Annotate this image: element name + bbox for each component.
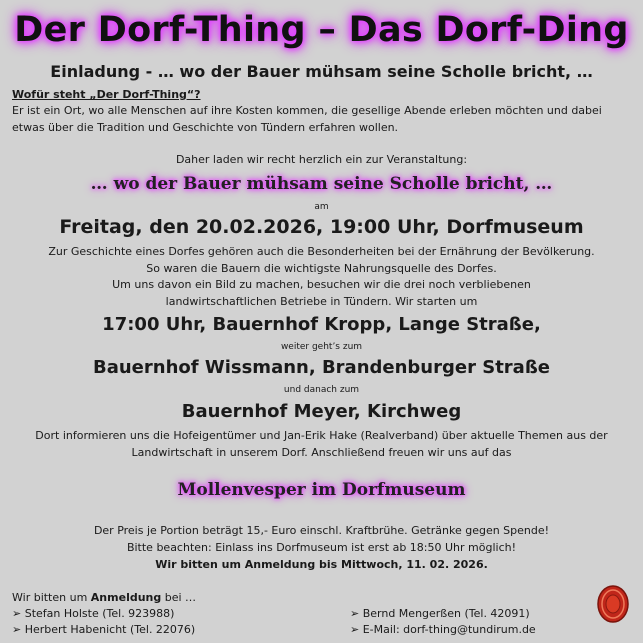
page-title: Der Dorf-Thing – Das Dorf-Ding <box>14 10 629 50</box>
registration-post: bei … <box>161 591 197 604</box>
start-time-location: 17:00 Uhr, Bauernhof Kropp, Lange Straße, <box>102 314 541 335</box>
red-seal-emblem-icon <box>596 584 630 624</box>
registration-prompt <box>12 591 196 604</box>
history-line: landwirtschaftlichen Betriebe in Tündern. Wir starten um <box>165 294 478 308</box>
price-line: Der Preis je Portion beträgt 15,- Euro einschl. Kraftbrühe. Getränke gegen Spende! <box>93 524 550 537</box>
info-paragraph <box>0 428 643 461</box>
contact-holste: ➢ Stefan Holste (Tel. 923988) <box>12 607 175 620</box>
event-motto: … wo der Bauer mühsam seine Scholle bricht, … <box>90 174 553 194</box>
connector-text: und danach zum <box>283 385 360 395</box>
contact-mengerssen: ➢ Bernd Mengerßen (Tel. 42091) <box>350 607 530 620</box>
history-line: Zur Geschichte eines Dorfes gehören auch die Besonderheiten bei der Ernährung der Bevölkerung. <box>48 245 595 258</box>
contact-email[interactable]: ➢ E-Mail: dorf-thing@tundirum.de <box>350 623 536 636</box>
subtitle: Einladung - … wo der Bauer mühsam seine Scholle bricht, … <box>50 62 593 81</box>
event-date: Freitag, den 20.02.2026, 19:00 Uhr, Dorfmuseum <box>59 216 584 238</box>
registration-bold: Anmeldung <box>90 591 162 604</box>
history-line: Um uns davon ein Bild zu machen, besuchen wir die drei noch verbliebenen <box>112 278 531 291</box>
info-line: Landwirtschaft in unserem Dorf. Anschließend freuen wir uns auf das <box>131 445 512 459</box>
price-info <box>0 522 643 573</box>
info-line: Dort informieren uns die Hofeigentümer und Jan-Erik Hake (Realverband) über aktuelle Themen aus der <box>35 429 608 442</box>
farm-wissmann: Bauernhof Wissmann, Brandenburger Straße <box>93 357 550 378</box>
history-paragraph <box>0 244 643 310</box>
am-label: am <box>314 202 329 212</box>
intro-paragraph: Er ist ein Ort, wo alle Menschen auf ihre Kosten kommen, die gesellige Abende erleben möchten und dabei etwas über die Tradition und Geschichte von Tündern erfahren wollen. <box>12 104 602 134</box>
farm-meyer: Bauernhof Meyer, Kirchweg <box>181 401 462 422</box>
entry-note: Bitte beachten: Einlass ins Dorfmuseum ist erst ab 18:50 Uhr möglich! <box>126 541 517 554</box>
contact-habenicht: ➢ Herbert Habenicht (Tel. 22076) <box>12 623 196 636</box>
history-line: So waren die Bauern die wichtigste Nahrungsquelle des Dorfes. <box>146 261 497 275</box>
vesper-title: Mollenvesper im Dorfmuseum <box>177 480 466 500</box>
registration-deadline: Wir bitten um Anmeldung bis Mittwoch, 11. 02. 2026. <box>155 558 488 571</box>
invite-line: Daher laden wir recht herzlich ein zur Veranstaltung: <box>175 153 468 166</box>
connector-text: weiter geht’s zum <box>280 342 363 352</box>
registration-pre: Wir bitten um <box>12 591 91 604</box>
question-heading: Wofür steht „Der Dorf-Thing“? <box>12 88 201 101</box>
